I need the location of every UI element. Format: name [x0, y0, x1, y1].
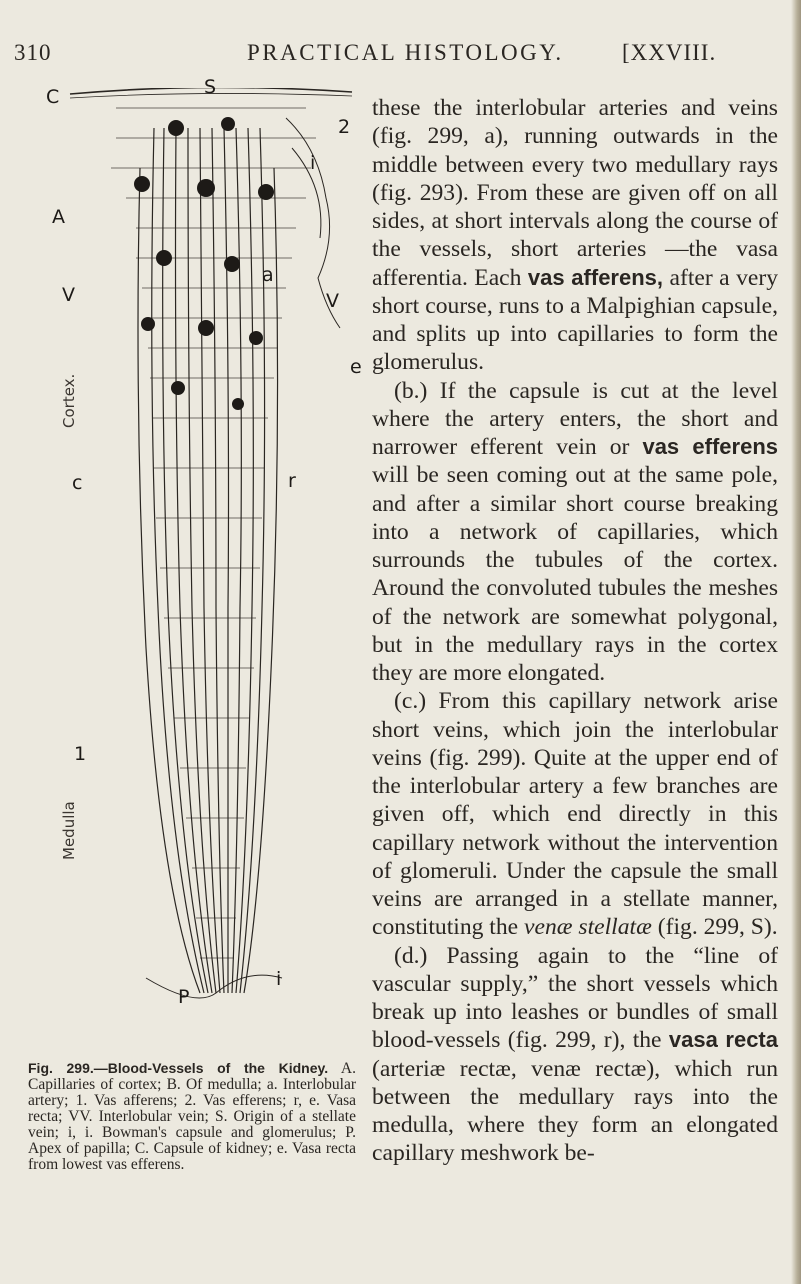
fig-letter-A: A — [52, 206, 65, 228]
running-title: PRACTICAL HISTOLOGY. — [247, 40, 564, 65]
caption-text: A. Capillaries of cortex; B. Of medulla; a. Interlobular artery; 1. Vas afferens; 2. Vas efferens; r, e. Vasa recta; VV. Interlobular vein; S. Origin of a stellate vein; i, i. Bowman's capsule and glomerulus; P. Apex of papilla; C. Capsule of kidney; e. Vasa recta from lowest vas efferens. — [28, 1060, 356, 1173]
fig-letter-a: a — [262, 264, 274, 286]
fig-letter-i-lower: i — [276, 968, 282, 990]
term-vas-afferens: vas afferens, — [527, 264, 664, 290]
fig-letter-C: C — [46, 86, 60, 108]
fig-letter-2: 2 — [338, 116, 351, 138]
fig-letter-P: P — [178, 986, 190, 1008]
paragraph-d-text: (d.) Passing again to the “line of vascular supply,” the short vessels which break up into leashes or bundles of small blood-vessels (fig. 299, r), the — [372, 942, 778, 1054]
fig-letter-i: i — [310, 152, 316, 174]
fig-letter-S: S — [204, 76, 217, 98]
term-vasa-recta: vasa recta — [668, 1027, 778, 1053]
paragraph-c — [372, 687, 778, 941]
page-edge — [791, 0, 801, 1284]
paragraph-a-text-2: after a very short course, runs to a Malpighian capsule, and splits up into capillaries to form the glomerulus. — [372, 264, 779, 376]
paragraph-a-text: these the interlobular arteries and veins (fig. 299, a), running outwards in the middle between every two medullary rays (fig. 293). From these are given off on all sides, at short intervals along the course of the vessels, short arteries —the vasa afferentia. Each — [372, 95, 778, 291]
medulla-side-label: Medulla — [60, 801, 78, 860]
term-venae-stellatae: venæ stellatæ — [524, 914, 652, 941]
paragraph-a — [372, 94, 778, 377]
paragraph-d-text-2: (arteriæ rectæ, venæ rectæ), which run between the medullary rays into the medulla, where they form an elongated capillary meshwork be- — [372, 1055, 778, 1167]
paragraph-b-text: (b.) If the capsule is cut at the level where the artery enters, the short and narrower efferent vein or — [372, 377, 778, 460]
fig-letter-V-left: V — [62, 284, 75, 306]
fig-letter-r: r — [288, 470, 296, 492]
fig-letter-V-right: V — [326, 290, 339, 312]
fig-letter-1: 1 — [74, 743, 87, 765]
caption-lead: Fig. 299.—Blood-Vessels of the Kidney. — [28, 1060, 329, 1076]
paragraph-c-text-2: (fig. 299, S). — [657, 914, 778, 941]
paragraph-b-text-2: will be seen coming out at the same pole, and after a similar short course breaking into a network of capillaries, which surrounds the tubules of the cortex. Around the convoluted tubules the meshes of the network are somewhat polygonal, but in the medullary rays in the cortex they are more elongated. — [372, 462, 778, 686]
fig-letter-e: e — [350, 356, 362, 378]
running-header — [0, 40, 790, 80]
paragraph-d — [372, 942, 778, 1168]
paragraph-c-text: (c.) From this capillary network arise short veins, which join the interlobular veins (fig. 299). Quite at the upper end of the interlobular artery a few branches are given off, which end directly in this capillary network without the intervention of glomeruli. Under the capsule the small veins are arranged in a stellate manner, constituting the — [372, 688, 778, 941]
kidney-blood-vessels-figure — [46, 76, 372, 1052]
section-marker: [XXVIII. — [622, 40, 717, 65]
cortex-side-label: Cortex. — [60, 373, 78, 428]
paragraph-b — [372, 377, 778, 688]
body-text-column — [372, 94, 778, 1168]
kidney-vessels-illustration — [56, 88, 372, 1052]
term-vas-efferens: vas efferens — [642, 434, 778, 459]
page-number: 310 — [14, 40, 52, 65]
figure-caption — [28, 1060, 356, 1173]
fig-letter-c: c — [72, 472, 83, 494]
